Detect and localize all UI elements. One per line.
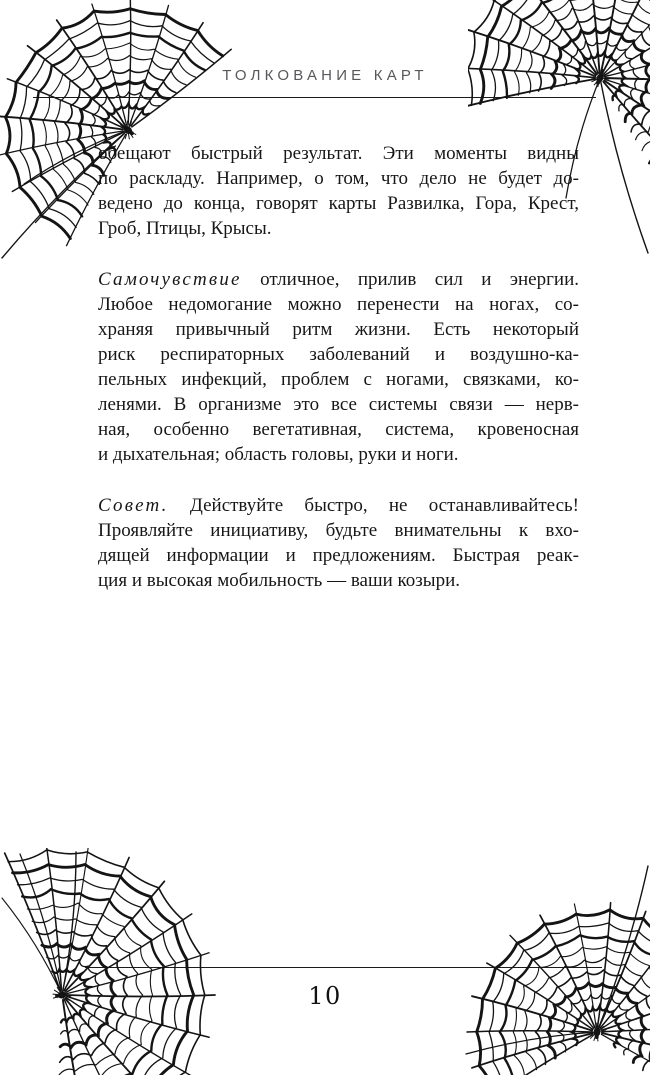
text-line: Проявляйте инициативу, будьте внимательны к вхо- bbox=[98, 520, 579, 541]
text-block bbox=[98, 141, 579, 593]
text-line: обещают быстрый результат. Эти моменты видны bbox=[98, 143, 579, 164]
paragraph-lead: Самочувствие bbox=[98, 269, 242, 290]
text-line: храняя привычный ритм жизни. Есть некоторый bbox=[98, 319, 579, 340]
text-line: Самочувствие отличное, прилив сил и энергии. bbox=[98, 269, 579, 290]
text-line: по раскладу. Например, о том, что дело не будет до- bbox=[98, 168, 579, 189]
text-line: Совет. Действуйте быстро, не останавливайтесь! bbox=[98, 495, 579, 516]
text-line: ция и высокая мобильность — ваши козыри. bbox=[98, 570, 460, 591]
text-line: Гроб, Птицы, Крысы. bbox=[98, 218, 272, 239]
text-line: и дыхательная; область головы, руки и ноги. bbox=[98, 444, 459, 465]
paragraph-lead: Совет. bbox=[98, 495, 169, 516]
header-divider bbox=[33, 97, 596, 98]
footer-divider bbox=[85, 967, 602, 968]
text-line: ведено до конца, говорят карты Развилка, Гора, Крест, bbox=[98, 193, 579, 214]
text-line: дящей информации и предложениям. Быстрая реак- bbox=[98, 545, 579, 566]
page-number: 10 bbox=[308, 982, 342, 1010]
paragraph bbox=[98, 493, 579, 593]
text-line: пельных инфекций, проблем с ногами, связками, ко- bbox=[98, 369, 579, 390]
spiderweb-bottom-left-icon bbox=[0, 848, 222, 1075]
text-line: риск респираторных заболеваний и воздушно-ка- bbox=[98, 344, 579, 365]
paragraph bbox=[98, 267, 579, 467]
text-line: ная, особенно вегетативная, система, кровеносная bbox=[98, 419, 579, 440]
text-line: Любое недомогание можно перенести на ногах, со- bbox=[98, 294, 579, 315]
paragraph bbox=[98, 141, 579, 241]
page-title: ТОЛКОВАНИЕ КАРТ bbox=[222, 67, 428, 84]
text-line: ленями. В организме это все системы связи — нерв- bbox=[98, 394, 579, 415]
